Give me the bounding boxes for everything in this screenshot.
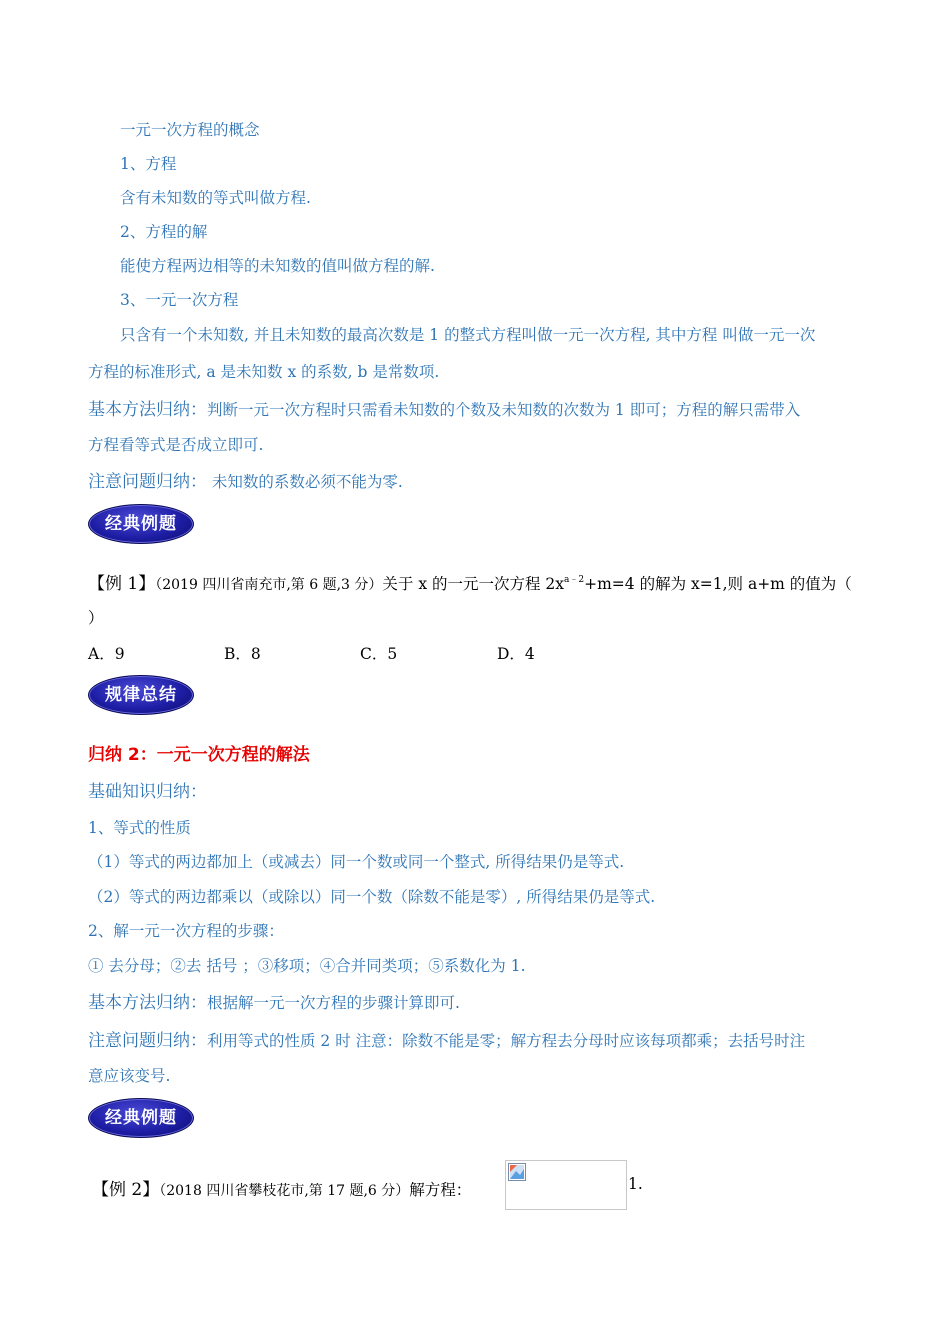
example2-source: （2018 四川省攀枝花市,第 17 题,6 分） [159, 1183, 410, 1199]
method-label: 基本方法归纳： [88, 400, 207, 420]
example1-source: （2019 四川省南充市,第 6 题,3 分） [155, 577, 383, 593]
section2-p4: 2、解一元一次方程的步骤： [88, 922, 284, 940]
basic-knowledge-label: 基础知识归纳： [88, 782, 207, 802]
section2-p3: （2）等式的两边都乘以（或除以）同一个数（除数不能是零）, 所得结果仍是等式. [88, 888, 656, 906]
item2-heading: 2、方程的解 [120, 223, 208, 241]
option-b: B．8 [224, 645, 261, 663]
example2-tail: 1. [628, 1175, 643, 1193]
method-text: 判断一元一次方程时只需看未知数的个数及未知数的次数为 1 即可；方程的解只需带入 [207, 401, 801, 419]
note-label: 注意问题归纳： [88, 472, 207, 492]
concept-title: 一元一次方程的概念 [120, 121, 260, 139]
method-summary-2 [88, 988, 460, 1013]
section2-p5: ① 去分母；②去 括号 ；③移项；④合并同类项；⑤系数化为 1. [88, 957, 526, 975]
item3-text-line1: 只含有一个未知数, 并且未知数的最高次数是 1 的整式方程叫做一元一次方程, 其中方程 叫做一元一次 [120, 326, 816, 344]
method-label-2: 基本方法归纳： [88, 993, 207, 1013]
example2-stem: 解方程： [409, 1181, 472, 1199]
note-summary-2 [88, 1026, 805, 1051]
item1-text: 含有未知数的等式叫做方程. [120, 189, 311, 207]
section2-p2: （1）等式的两边都加上（或减去）同一个数或同一个整式, 所得结果仍是等式. [88, 853, 625, 871]
note-text-2: 利用等式的性质 2 时 注意：除数不能是零；解方程去分母时应该每项都乘；去括号时注 [207, 1032, 806, 1050]
section2-title: 归纳 2：一元一次方程的解法 [88, 745, 310, 765]
example1-exponent: a﹣2 [564, 575, 585, 585]
example1-question [88, 569, 852, 594]
item3-text-line2: 方程的标准形式, a 是未知数 x 的系数, b 是常数项. [88, 363, 440, 381]
section2-p1: 1、等式的性质 [88, 819, 191, 837]
broken-image-icon [508, 1163, 526, 1181]
note-summary-1 [88, 467, 403, 492]
item1-heading: 1、方程 [120, 155, 177, 173]
note-label-2: 注意问题归纳： [88, 1031, 207, 1051]
example1-stem-b: +m=4 的解为 x=1,则 a+m 的值为（ [584, 575, 852, 593]
equation-image-placeholder [505, 1160, 627, 1210]
item3-heading: 3、一元一次方程 [120, 291, 239, 309]
classic-example-badge-2: 经典例题 [88, 1098, 194, 1138]
option-a: A．9 [88, 645, 125, 663]
note-text: 未知数的系数必须不能为零. [207, 473, 403, 491]
note-text-2-line2: 意应该变号. [88, 1067, 171, 1085]
option-d: D．4 [497, 645, 535, 663]
example2-question [92, 1175, 471, 1200]
option-c: C．5 [360, 645, 398, 663]
example1-label: 【例 1】 [88, 574, 156, 594]
summary-badge: 规律总结 [88, 675, 194, 715]
method-summary-1 [88, 395, 800, 420]
method-text-line2: 方程看等式是否成立即可. [88, 436, 264, 454]
method-text-2: 根据解一元一次方程的步骤计算即可. [207, 994, 460, 1012]
classic-example-badge: 经典例题 [88, 504, 194, 544]
example1-stem-end: ） [88, 609, 104, 627]
example2-label: 【例 2】 [92, 1180, 160, 1200]
item2-text: 能使方程两边相等的未知数的值叫做方程的解. [120, 257, 435, 275]
example1-stem-a: 关于 x 的一元一次方程 2x [382, 575, 565, 593]
